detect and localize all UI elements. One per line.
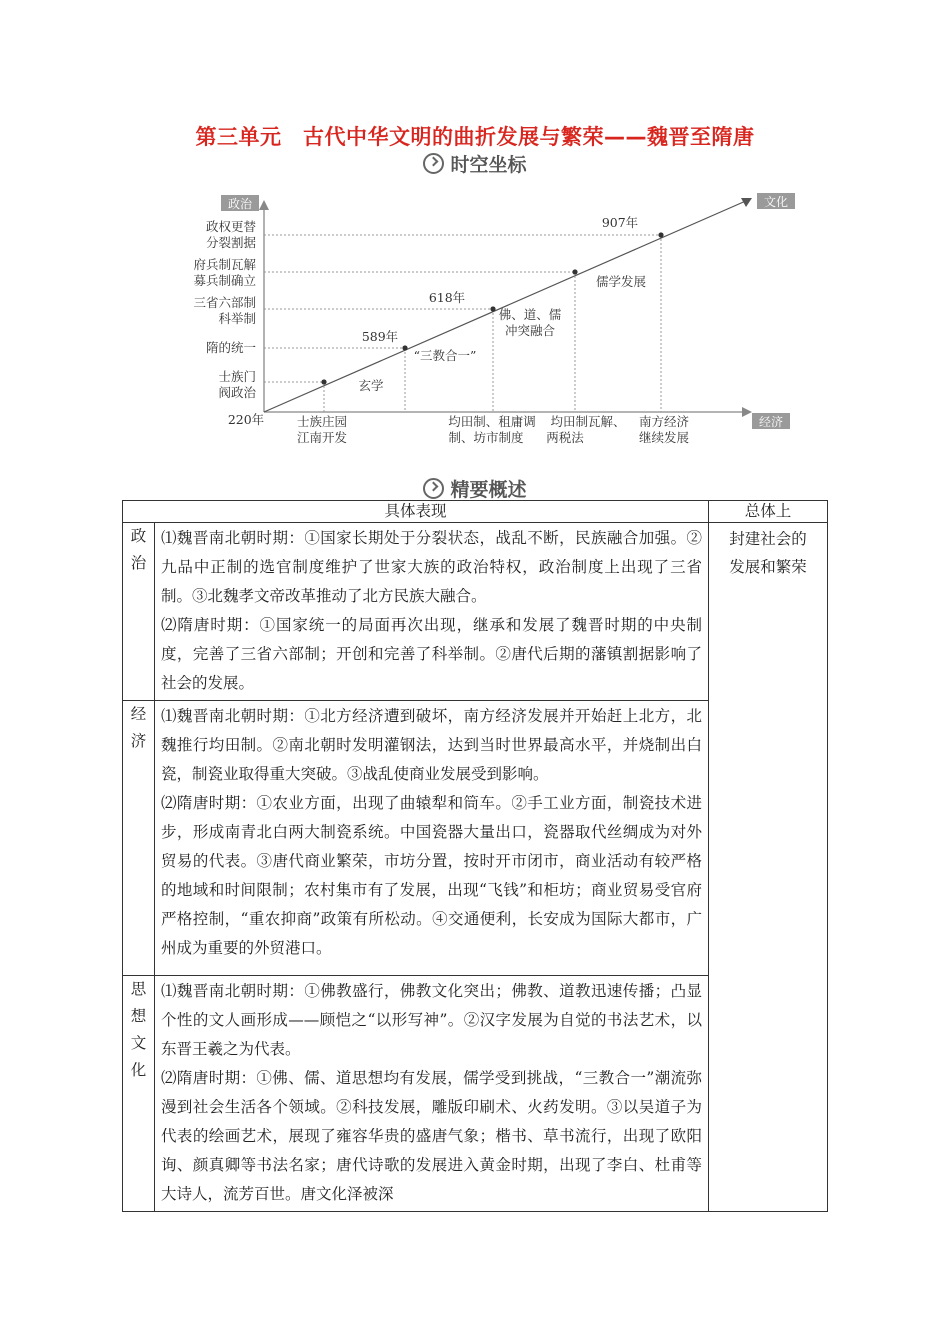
category-label: 治 (130, 554, 147, 572)
category-label: 济 (130, 732, 147, 750)
political-label: 科举制 (218, 311, 256, 326)
category-cell-politics (123, 523, 155, 701)
trend-line (264, 200, 748, 412)
economic-label: 均田制瓦解、 (550, 414, 626, 429)
political-label: 政权更替 (205, 219, 256, 234)
cultural-label: 冲突融合 (504, 323, 556, 338)
political-label: 隋的统一 (205, 340, 256, 355)
political-label: 阀政治 (218, 385, 256, 400)
category-cell-culture (123, 976, 155, 1212)
political-label: 分裂割据 (205, 235, 256, 250)
section-heading-timeline (0, 150, 950, 177)
political-label: 府兵制瓦解 (193, 257, 256, 272)
detail-paragraph: ⑴魏晋南北朝时期：①佛教盛行，佛教文化突出；佛教、道教迅速传播；凸显个性的文人画形成——顾恺之“以形写神”。②汉字发展为自觉的书法艺术，以东晋王羲之为代表。 (161, 982, 703, 1058)
category-label: 政 (130, 527, 147, 545)
cultural-label: 儒学发展 (595, 274, 647, 289)
axis-label-politics: 政治 (227, 197, 253, 211)
summary-table (122, 500, 828, 1212)
economic-label: 两税法 (546, 430, 584, 445)
detail-paragraph: ⑵隋唐时期：①农业方面，出现了曲辕犁和筒车。②手工业方面，制瓷技术进步，形成南青北白两大制瓷系统。中国瓷器大量出口，瓷器取代丝绸成为对外贸易的代表。③唐代商业繁荣，市坊分置，按时开市闭市，商业活动有较严格的地域和时间限制；农村集市有了发展，出现“飞钱”和柜坊；商业贸易受官府严格控制，“重农抑商”政策有所松动。④交通便利，长安成为国际大都市，广州成为重要的外贸港口。 (161, 794, 703, 957)
table-row (123, 523, 828, 701)
section-heading-summary (0, 475, 950, 502)
y-axis-arrow (259, 200, 269, 210)
detail-paragraph: ⑴魏晋南北朝时期：①国家长期处于分裂状态，战乱不断，民族融合加强。②九品中正制的选官制度维护了世家大族的政治特权，政治制度上出现了三省制。③北魏孝文帝改革推动了北方民族大融合。 (161, 529, 703, 605)
cultural-label: 玄学 (358, 378, 384, 393)
economic-label: 制、坊市制度 (448, 430, 524, 445)
economic-label: 均田制、租庸调 (448, 414, 536, 429)
axis-label-economy: 经济 (758, 415, 784, 429)
section-title-timeline: 时空坐标 (450, 154, 527, 176)
category-cell-economy (123, 701, 155, 976)
unit-title: 第三单元 古代中华文明的曲折发展与繁荣——魏晋至隋唐 (195, 125, 755, 149)
origin-year: 220年 (227, 412, 265, 427)
detail-cell-culture (155, 976, 709, 1212)
year-label: 618年 (428, 290, 466, 305)
overall-cell (709, 523, 828, 1212)
category-label: 想 (130, 1007, 147, 1025)
year-label: 907年 (601, 215, 639, 230)
axis-label-culture: 文化 (763, 195, 789, 209)
header-details: 具体表现 (123, 501, 709, 523)
political-label: 三省六部制 (193, 295, 256, 310)
detail-cell-politics (155, 523, 709, 701)
political-label: 士族门 (218, 369, 256, 384)
category-label: 文 (130, 1034, 147, 1052)
year-label: 589年 (361, 329, 399, 344)
table-header-row (123, 501, 828, 523)
overall-text: 封建社会的发展和繁荣 (729, 530, 807, 576)
detail-paragraph: ⑵隋唐时期：①国家统一的局面再次出现，继承和发展了魏晋时期的中央制度，完善了三省六部制；开创和完善了科举制。②唐代后期的藩镇割据影响了社会的发展。 (161, 616, 703, 692)
economic-label: 继续发展 (638, 430, 690, 445)
economic-label: 江南开发 (296, 430, 348, 445)
timeline-diagram (0, 180, 950, 500)
section-marker-icon (423, 153, 444, 174)
section-marker-icon (423, 478, 444, 499)
political-label: 募兵制确立 (193, 273, 256, 288)
section-title-summary: 精要概述 (450, 479, 527, 501)
category-label: 经 (130, 705, 147, 723)
detail-paragraph: ⑴魏晋南北朝时期：①北方经济遭到破坏，南方经济发展并开始赶上北方，北魏推行均田制。②南北朝时发明灌钢法，达到当时世界最高水平，并烧制出白瓷，制瓷业取得重大突破。③战乱使商业发展受到影响。 (161, 707, 703, 783)
economic-label: 南方经济 (638, 414, 690, 429)
category-label: 化 (130, 1061, 147, 1079)
economic-label: 士族庄园 (296, 414, 348, 429)
detail-paragraph: ⑵隋唐时期：①佛、儒、道思想均有发展，儒学受到挑战，“三教合一”潮流弥漫到社会生活各个领域。②科技发展，雕版印刷术、火药发明。③以吴道子为代表的绘画艺术，展现了雍容华贵的盛唐气象；楷书、草书流行，出现了欧阳询、颜真卿等书法名家；唐代诗歌的发展进入黄金时期，出现了李白、杜甫等大诗人，流芳百世。唐文化泽被深 (161, 1069, 703, 1203)
x-axis-arrow (742, 407, 752, 417)
cultural-label: 佛、道、儒 (498, 307, 562, 322)
cultural-label: “三教合一” (413, 348, 477, 363)
header-overall: 总体上 (709, 501, 828, 523)
category-label: 思 (130, 980, 147, 998)
detail-cell-economy (155, 701, 709, 976)
